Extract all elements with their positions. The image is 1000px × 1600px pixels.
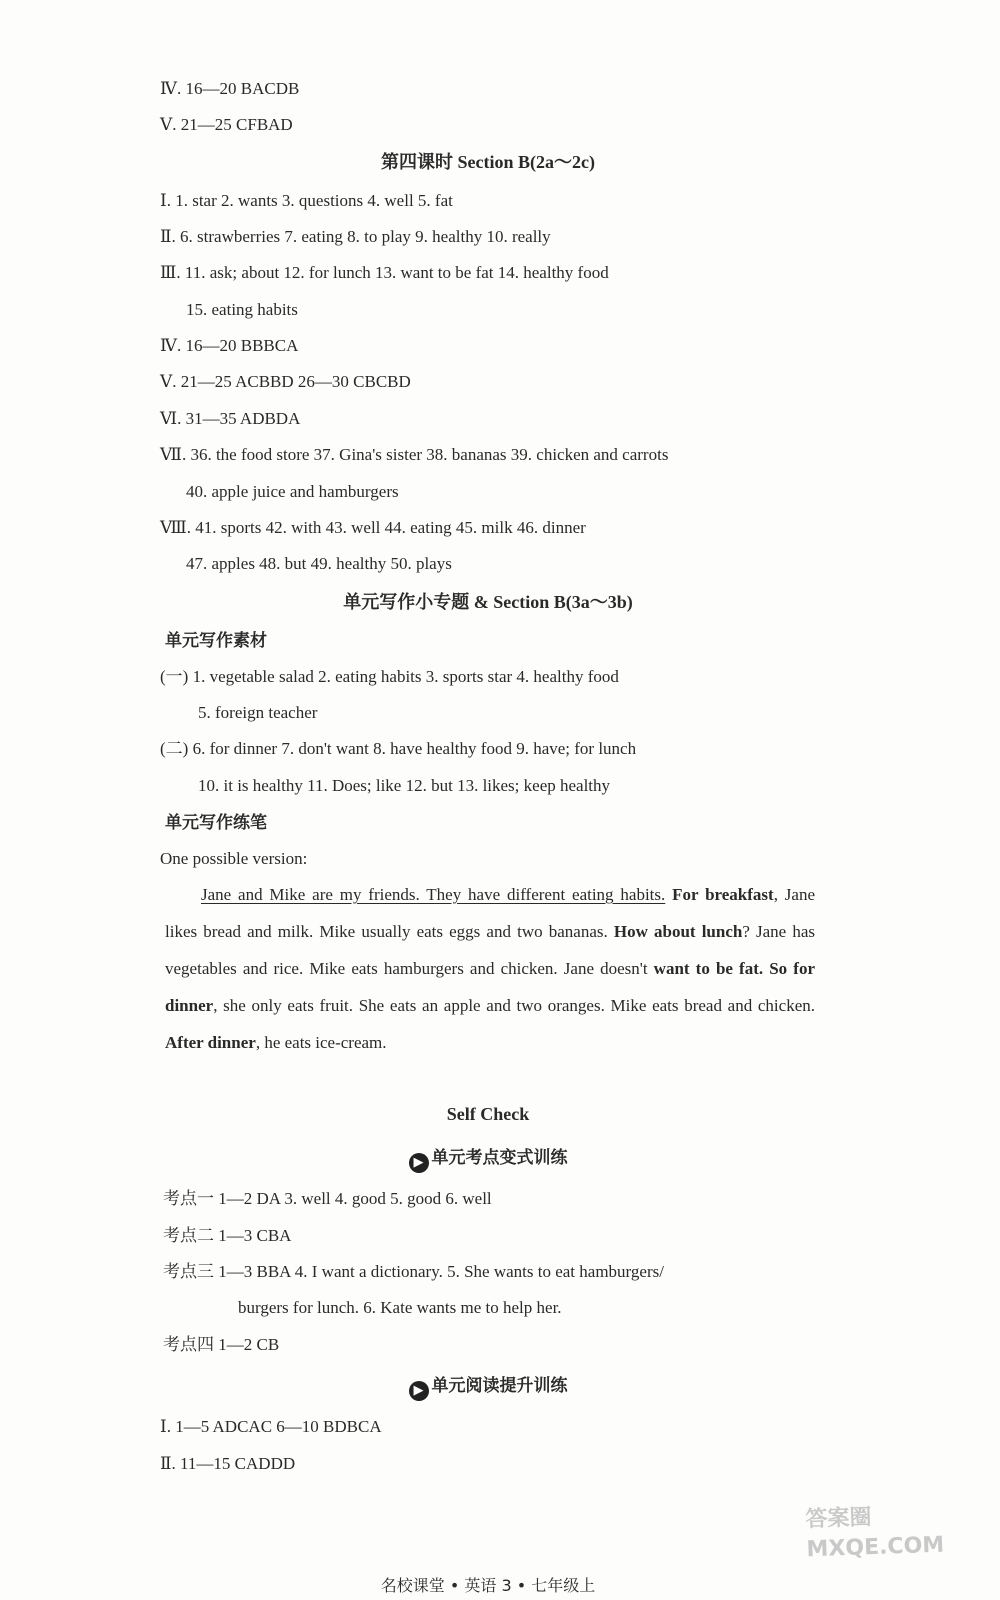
arrow-circle-icon: ▶	[409, 1153, 429, 1173]
answer-line: Ⅱ. 11—15 CADDD	[160, 1454, 296, 1473]
answer-line: Ⅴ. 21—25 CFBAD	[160, 115, 293, 134]
section-heading: ▶ 单元考点变式训练	[0, 1146, 976, 1173]
answer-line: Ⅵ. 31—35 ADBDA	[160, 409, 301, 428]
essay-text: , she only eats fruit. She eats an apple and two oranges. Mike eats bread and chicken.	[213, 996, 815, 1015]
answer-line: Ⅱ. 6. strawberries 7. eating 8. to play 9. healthy 10. really	[160, 227, 551, 246]
essay-text: , he eats ice-cream.	[255, 1033, 387, 1052]
answer-line: 考点二 1—3 CBA	[163, 1226, 292, 1245]
section-title: 单元写作小专题 & Section B(3a～3b)	[343, 592, 633, 612]
essay-text: , Jane likes bread and milk. Mike usually eats eggs and two bananas.	[165, 885, 815, 941]
essay-bold-phrase: want to be fat. So for dinner	[165, 959, 815, 1015]
answer-line: 47. apples 48. but 49. healthy 50. plays	[186, 554, 452, 573]
answer-line: burgers for lunch. 6. Kate wants me to help her.	[238, 1298, 562, 1317]
essay-bold-phrase: For breakfast	[672, 885, 774, 904]
watermark-logo: 答案圈 MXQE.COM	[805, 1505, 945, 1563]
section-title: 第四课时 Section B(2a～2c)	[381, 152, 595, 172]
essay-bold-phrase: How about lunch	[613, 922, 743, 941]
answer-line: Ⅴ. 21—25 ACBBD 26—30 CBCBD	[160, 372, 411, 391]
answer-line: (一) 1. vegetable salad 2. eating habits 3. sports star 4. healthy food	[160, 667, 619, 686]
essay-paragraph	[165, 876, 815, 1061]
answer-line: (二) 6. for dinner 7. don't want 8. have healthy food 9. have; for lunch	[160, 739, 637, 758]
essay-text: ? Jane has vegetables and rice. Mike eats hamburgers and chicken. Jane doesn't	[165, 922, 816, 978]
section-title: Self Check	[446, 1104, 530, 1124]
subsection-heading: 单元写作素材	[165, 631, 267, 651]
essay-topic-sentence: Jane and Mike are my friends. They have different eating habits.	[201, 885, 666, 904]
subsection-heading: 单元写作练笔	[165, 813, 267, 833]
answer-line: 40. apple juice and hamburgers	[186, 482, 399, 501]
answer-line: Ⅲ. 11. ask; about 12. for lunch 13. want to be fat 14. healthy food	[160, 263, 609, 282]
answer-line: Ⅰ. 1—5 ADCAC 6—10 BDBCA	[160, 1417, 382, 1436]
answer-line: Ⅰ. 1. star 2. wants 3. questions 4. well 5. fat	[160, 191, 453, 210]
answer-line: Ⅳ. 16—20 BBBCA	[160, 336, 299, 355]
answer-line: 15. eating habits	[186, 300, 298, 319]
essay-bold-phrase: After dinner	[165, 1033, 256, 1052]
arrow-circle-icon: ▶	[409, 1381, 429, 1401]
page-footer: 名校课堂 • 英语 3 • 七年级上	[380, 1576, 596, 1595]
answer-line: Ⅶ. 36. the food store 37. Gina's sister 38. bananas 39. chicken and carrots	[160, 445, 669, 464]
answer-line: 10. it is healthy 11. Does; like 12. but 13. likes; keep healthy	[198, 776, 611, 795]
answer-line: 考点三 1—3 BBA 4. I want a dictionary. 5. She wants to eat hamburgers/	[163, 1262, 664, 1281]
answer-line: 考点一 1—2 DA 3. well 4. good 5. good 6. well	[163, 1189, 492, 1208]
answer-line: 考点四 1—2 CB	[163, 1335, 280, 1354]
essay-intro: One possible version:	[160, 849, 308, 868]
answer-line: Ⅷ. 41. sports 42. with 43. well 44. eating 45. milk 46. dinner	[160, 518, 586, 537]
answer-line: Ⅳ. 16—20 BACDB	[160, 79, 300, 98]
section-heading: ▶ 单元阅读提升训练	[0, 1374, 976, 1401]
answer-line: 5. foreign teacher	[198, 703, 318, 722]
